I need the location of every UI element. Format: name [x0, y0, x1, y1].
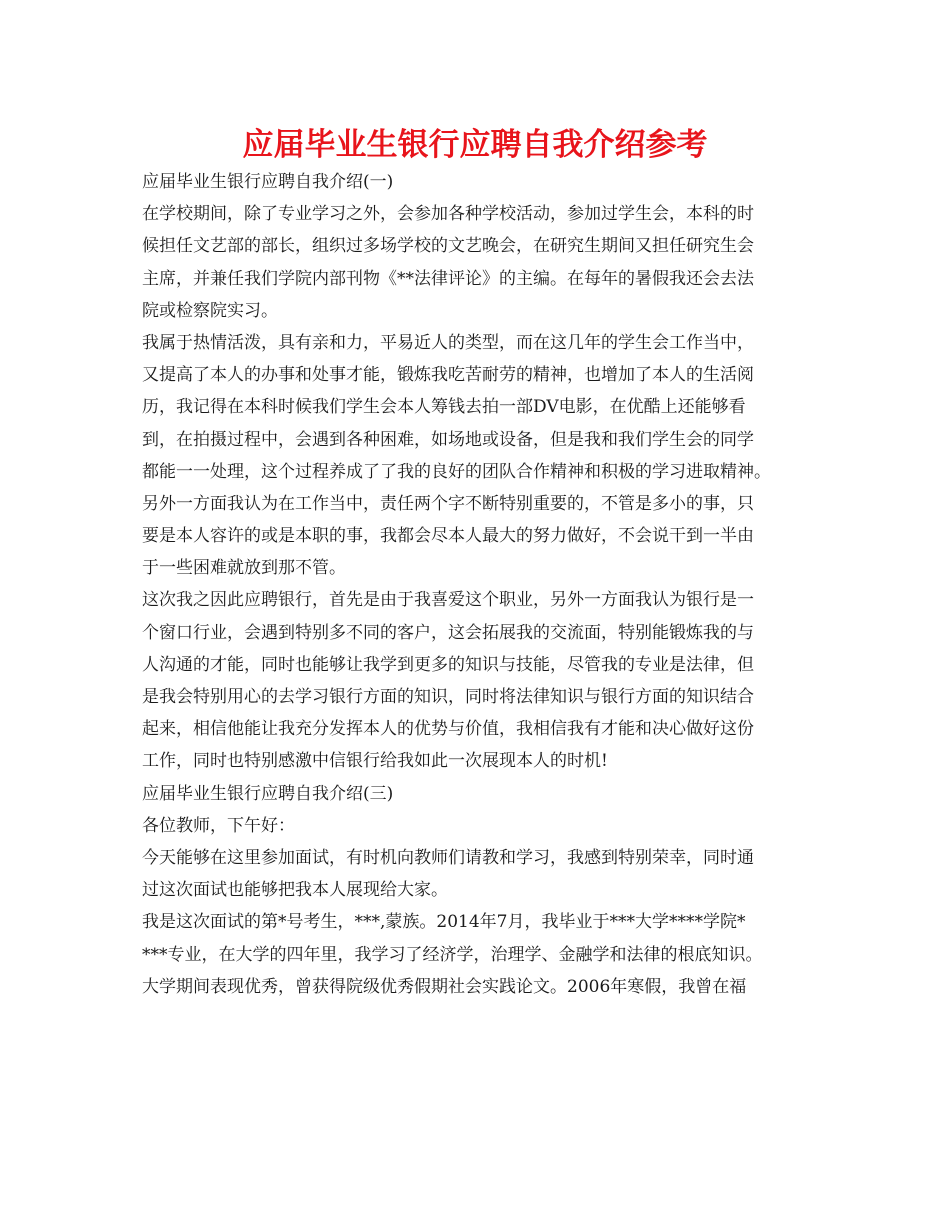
text-line: 到，在拍摄过程中，会遇到各种困难，如场地或设备，但是我和我们学生会的同学 [142, 429, 754, 450]
text-line: 历，我记得在本科时候我们学生会本人筹钱去拍一部DV电影，在优酷上还能够看 [142, 397, 746, 418]
text-line: 我是这次面试的第*号考生，***,蒙族。2014年7月，我毕业于***大学****学院* [142, 912, 746, 933]
section-heading-1: 应届毕业生银行应聘自我介绍(一) [142, 172, 394, 192]
text-line: 院或检察院实习。 [142, 300, 278, 321]
text-line: ***专业，在大学的四年里，我学习了经济学，治理学、金融学和法律的根底知识。 [142, 944, 763, 965]
text-line: 这次我之因此应聘银行，首先是由于我喜爱这个职业，另外一方面我认为银行是一 [142, 590, 754, 611]
text-line: 今天能够在这里参加面试，有时机向教师们请教和学习，我感到特别荣幸，同时通 [142, 847, 754, 868]
text-line: 我属于热情活泼，具有亲和力，平易近人的类型，而在这几年的学生会工作当中， [142, 332, 754, 353]
text-line: 主席，并兼任我们学院内部刊物《**法律评论》的主编。在每年的暑假我还会去法 [142, 268, 754, 289]
text-line: 另外一方面我认为在工作当中，责任两个字不断特别重要的，不管是多小的事，只 [142, 493, 754, 514]
text-line: 都能一一处理，这个过程养成了了我的良好的团队合作精神和积极的学习进取精神。 [142, 461, 771, 482]
greeting-line: 各位教师，下午好： [142, 815, 295, 836]
text-line: 人沟通的才能，同时也能够让我学到更多的知识与技能，尽管我的专业是法律，但 [142, 654, 754, 675]
section-heading-3: 应届毕业生银行应聘自我介绍(三) [142, 783, 394, 804]
text-line: 大学期间表现优秀，曾获得院级优秀假期社会实践论文。2006年寒假，我曾在福 [142, 976, 747, 997]
document-title: 应届毕业生银行应聘自我介绍参考 [242, 127, 708, 163]
text-line: 又提高了本人的办事和处事才能，锻炼我吃苦耐劳的精神，也增加了本人的生活阅 [142, 365, 754, 386]
text-line: 个窗口行业，会遇到特别多不同的客户，这会拓展我的交流面，特别能锻炼我的与 [142, 622, 754, 643]
document-body [142, 166, 817, 1003]
text-line: 过这次面试也能够把我本人展现给大家。 [142, 880, 448, 901]
text-line: 是我会特别用心的去学习银行方面的知识，同时将法律知识与银行方面的知识结合 [142, 687, 754, 707]
text-line: 要是本人容许的或是本职的事，我都会尽本人最大的努力做好，不会说干到一半由 [142, 526, 754, 547]
text-line: 在学校期间，除了专业学习之外，会参加各种学校活动，参加过学生会，本科的时 [142, 204, 754, 225]
text-line: 工作，同时也特别感激中信银行给我如此一次展现本人的时机! [142, 751, 608, 772]
text-line: 候担任文艺部的部长，组织过多场学校的文艺晚会，在研究生期间又担任研究生会 [142, 236, 754, 257]
text-line: 起来，相信他能让我充分发挥本人的优势与价值，我相信我有才能和决心做好这份 [142, 719, 754, 740]
text-line: 于一些困难就放到那不管。 [142, 558, 346, 579]
